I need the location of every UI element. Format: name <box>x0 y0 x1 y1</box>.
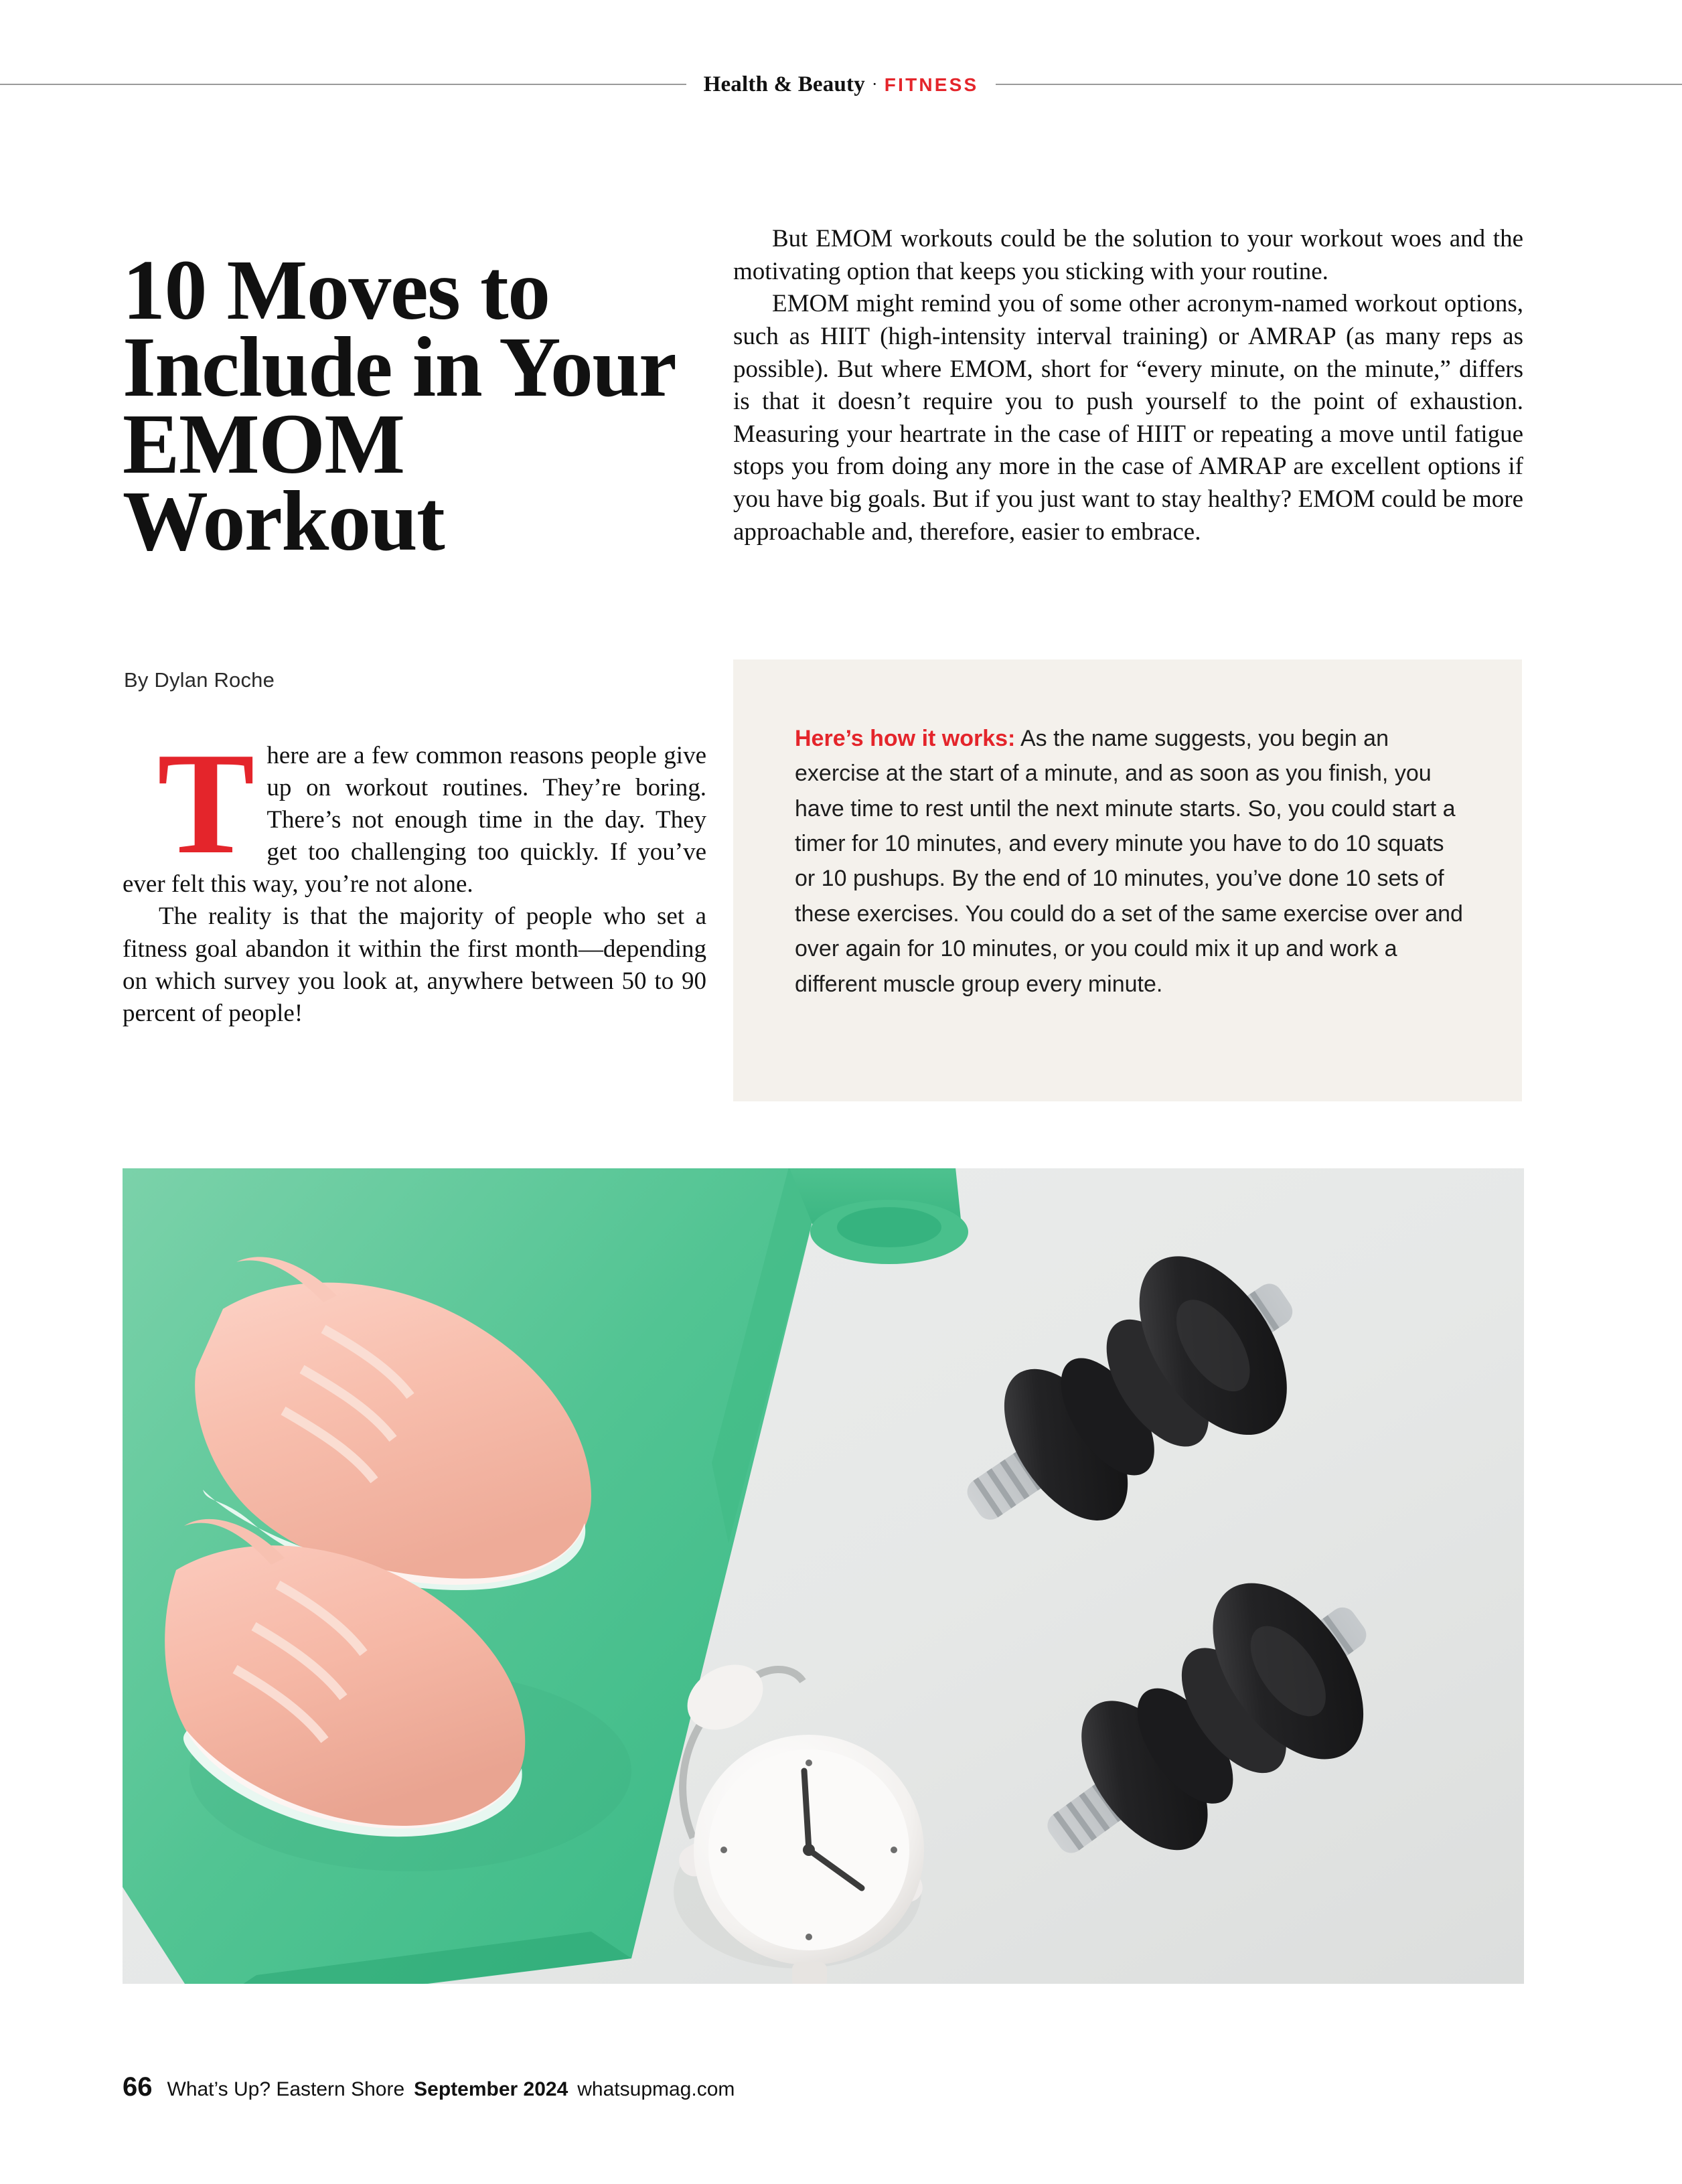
running-head-rule-left <box>0 84 686 85</box>
page-number: 66 <box>123 2072 153 2102</box>
paragraph-right-1: But EMOM workouts could be the solution to your workout woes and the motivating option that keeps you sticking with your routine. <box>733 225 1523 285</box>
running-head-category: FITNESS <box>884 74 979 95</box>
sidebar-callout-body: As the name suggests, you begin an exercise at the start of a minute, and as soon as you finish, you have time to rest until the next minute starts. So, you could start a timer for 10 minutes, and every minute you have to do 10 squats or 10 pushups. By the end of 10 minutes, you’ve done 10 sets of these exercises. You could do a set of the same exercise over and over again for 10 minutes, or you could mix it up and work a different muscle group every minute. <box>795 726 1463 997</box>
running-head-section: Health & Beauty <box>703 72 865 96</box>
running-head-separator: · <box>871 74 878 94</box>
page-title: 10 Moves to Include in Your EMOM Workout <box>123 242 674 569</box>
body-column-left <box>123 723 706 1030</box>
page-footer <box>123 2072 735 2102</box>
paragraph-right-2: EMOM might remind you of some other acronym-named workout options, such as HIIT (high-intensity interval training) or AMRAP (as many reps as possible). But where EMOM, short for “every minute, on the minute,” differs is that it doesn’t require you to push yourself to the point of exhaustion. Measuring your heartrate in the case of HIIT or repeating a move until fatigue stops you from doing any more in the case of AMRAP are excellent options if you have big goals. But if you just want to stay healthy? EMOM could be more approachable and, therefore, easier to embrace. <box>733 290 1523 546</box>
paragraph-left-1-text: here are a few common reasons people give up on workout routines. They’re boring. There’s not enough time in the day. They get too challenging too quickly. If you’ve ever felt this way, you’re not alone. <box>123 742 706 899</box>
body-column-right <box>733 223 1523 548</box>
running-head-label <box>686 72 996 97</box>
issue-date: September 2024 <box>414 2078 568 2100</box>
paragraph-left-2: The reality is that the majority of people who set a fitness goal abandon it within the first month—depending on which survey you look at, anywhere between 50 to 90 percent of people! <box>123 903 706 1027</box>
article-photo <box>123 1168 1524 1984</box>
magazine-name: What’s Up? Eastern Shore <box>167 2078 405 2100</box>
byline: By Dylan Roche <box>124 668 275 692</box>
running-head <box>0 64 1682 104</box>
drop-cap: T <box>157 723 255 884</box>
running-head-rule-right <box>996 84 1682 85</box>
website-url: whatsupmag.com <box>577 2078 735 2100</box>
sidebar-callout-text <box>795 721 1468 1002</box>
paragraph-left-1 <box>123 723 706 901</box>
sidebar-callout <box>733 659 1522 1101</box>
sidebar-callout-lead: Here’s how it works: <box>795 726 1016 751</box>
article-photo-illustration <box>123 1168 1524 1984</box>
